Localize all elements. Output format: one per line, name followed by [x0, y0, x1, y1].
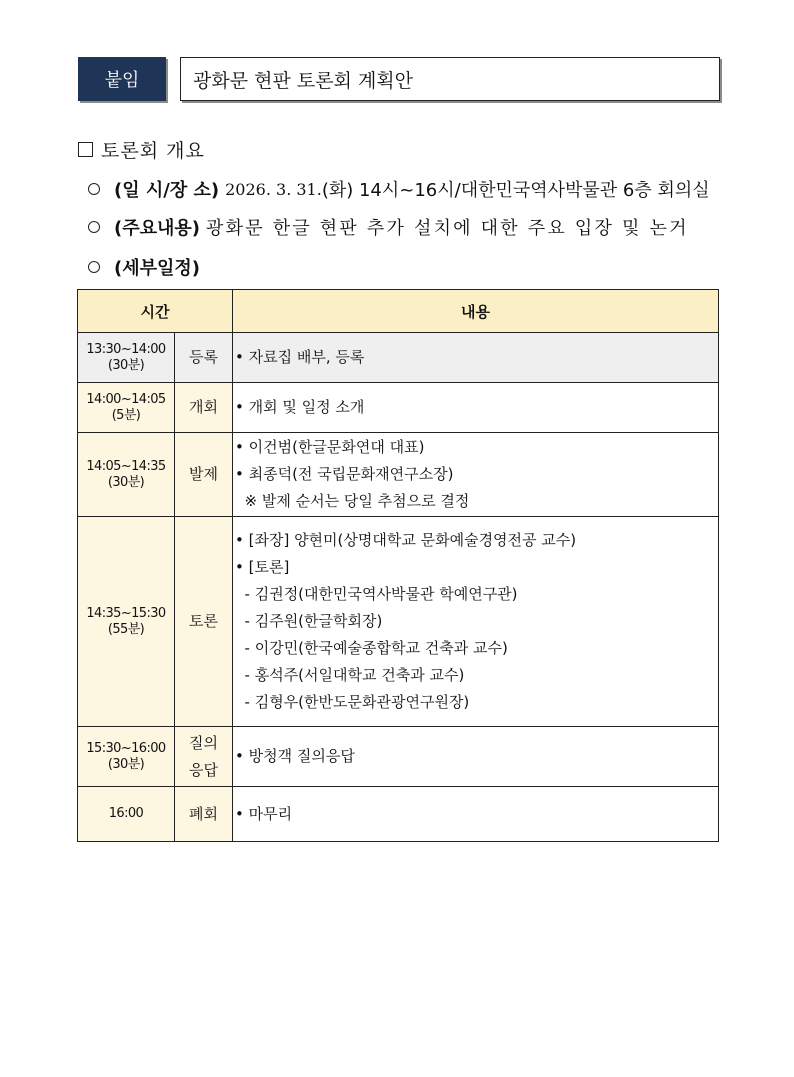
session-label: 폐회: [175, 787, 233, 842]
details-label: (세부일정): [114, 258, 201, 279]
content-item: ※ 발제 순서는 당일 추첨으로 결정: [235, 492, 470, 510]
session-label: 개회: [175, 383, 233, 433]
time-duration: (30분): [107, 357, 145, 373]
schedule-value: (화) 14시~16시/대한민국역사박물관 6층 회의실: [321, 180, 710, 201]
section-heading: [78, 136, 205, 163]
section-heading-text: 토론회 개요: [101, 140, 205, 162]
table-row: [78, 517, 719, 727]
content-cell: [233, 787, 719, 842]
time-cell: [78, 727, 175, 787]
time-range: 14:00~14:05: [86, 391, 166, 407]
circle-bullet-icon: [88, 183, 100, 195]
schedule-label: (일 시/장 소): [114, 180, 220, 201]
header-content: 내용: [233, 290, 719, 333]
time-cell: [78, 787, 175, 842]
content-item: • 이건범(한글문화연대 대표): [235, 438, 425, 456]
content-item: • 마무리: [235, 804, 293, 823]
session-label: 토론: [175, 517, 233, 727]
table-header-row: [78, 290, 719, 333]
content-cell: [233, 333, 719, 383]
session-label: 질의 응답: [175, 727, 233, 787]
topic-value: 광화문 한글 현판 추가 설치에 대한 주요 입장 및 논거: [206, 218, 689, 239]
content-item: • 방청객 질의응답: [235, 747, 355, 765]
time-range: 14:05~14:35: [86, 458, 166, 474]
table-row: [78, 333, 719, 383]
time-cell: [78, 383, 175, 433]
schedule-table: [77, 289, 719, 842]
time-duration: (30분): [107, 756, 145, 772]
content-item: • 자료집 배부, 등록: [235, 348, 365, 366]
table-row: [78, 727, 719, 787]
time-cell: [78, 517, 175, 727]
content-cell: [233, 433, 719, 517]
content-item: - 김주원(한글학회장): [235, 612, 383, 630]
time-duration: (5분): [111, 407, 141, 423]
content-item: - 홍석주(서일대학교 건축과 교수): [235, 666, 465, 684]
content-item: • 개회 및 일정 소개: [235, 398, 365, 416]
table-row: [78, 433, 719, 517]
topic-label: (주요내용): [114, 218, 201, 239]
time-range: 15:30~16:00: [86, 740, 166, 756]
content-item: • 최종덕(전 국립문화재연구소장): [235, 465, 454, 483]
details-line: [88, 254, 206, 280]
table-row: [78, 383, 719, 433]
circle-bullet-icon: [88, 221, 100, 233]
checkbox-icon: [78, 142, 93, 157]
time-cell: [78, 433, 175, 517]
time-range: 13:30~14:00: [86, 341, 166, 357]
content-item: - 이강민(한국예술종합학교 건축과 교수): [235, 639, 508, 657]
time-cell: [78, 333, 175, 383]
content-item: - 김형우(한반도문화관광연구원장): [235, 693, 470, 711]
schedule-line: [88, 176, 710, 202]
circle-bullet-icon: [88, 261, 100, 273]
content-cell: [233, 727, 719, 787]
content-cell: [233, 517, 719, 727]
content-item: • [토론]: [235, 558, 290, 576]
topic-line: [88, 214, 689, 240]
content-cell: [233, 383, 719, 433]
time-duration: (55분): [107, 621, 145, 637]
attachment-badge: 붙임: [78, 57, 166, 101]
attachment-header: [78, 57, 720, 101]
session-label: 발제: [175, 433, 233, 517]
schedule-date: 2026. 3. 31.: [225, 179, 322, 199]
session-label: 등록: [175, 333, 233, 383]
content-item: - 김권정(대한민국역사박물관 학예연구관): [235, 585, 518, 603]
document-title: 광화문 현판 토론회 계획안: [180, 57, 720, 101]
content-item: • [좌장] 양현미(상명대학교 문화예술경영전공 교수): [235, 531, 577, 549]
table-row: [78, 787, 719, 842]
header-time: 시간: [78, 290, 233, 333]
time-duration: (30분): [107, 474, 145, 490]
time-range: 14:35~15:30: [86, 605, 166, 621]
time-range: 16:00: [108, 806, 144, 821]
